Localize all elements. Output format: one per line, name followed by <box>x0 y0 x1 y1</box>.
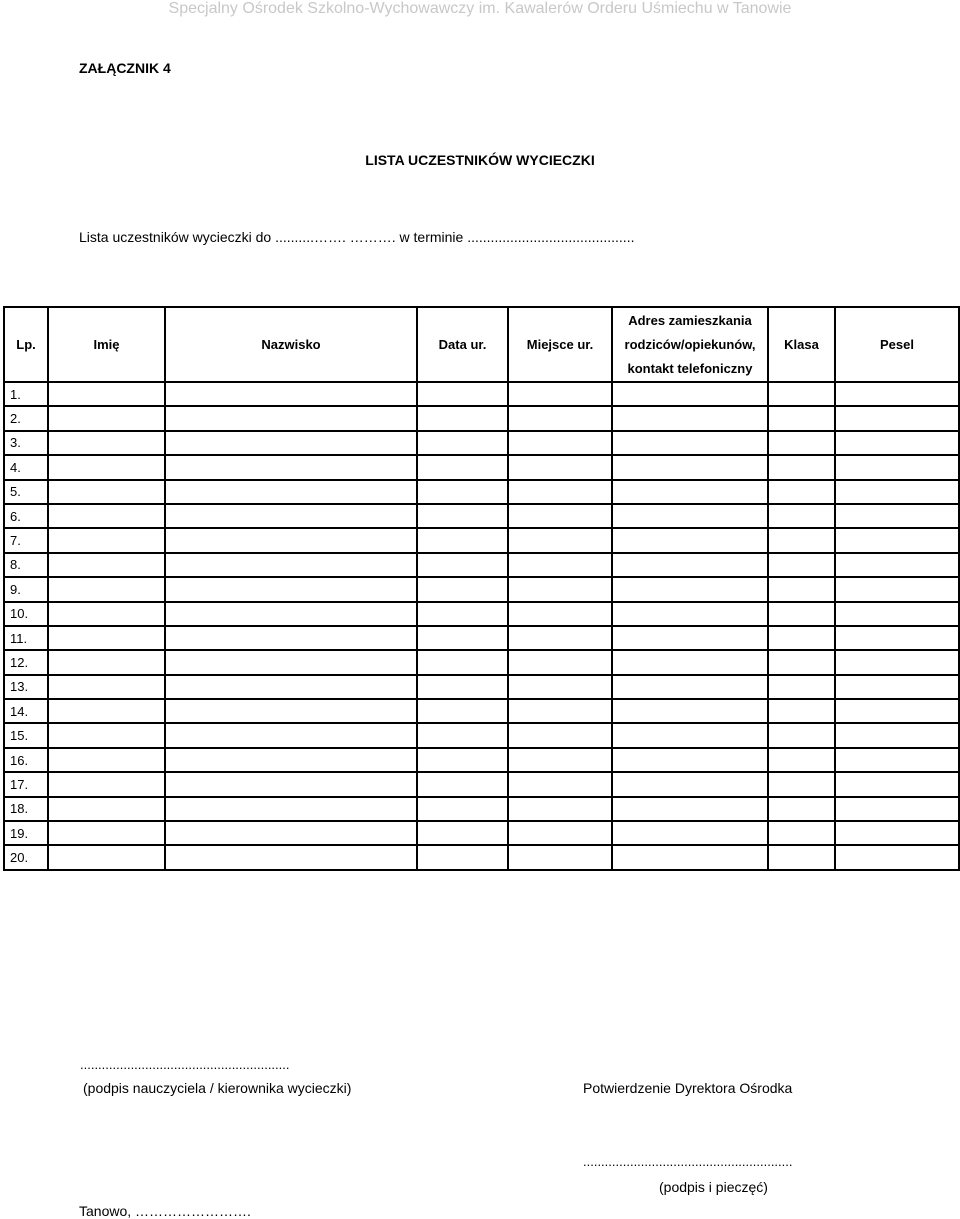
col-header-pesel: Pesel <box>835 307 959 382</box>
cell-nazwisko[interactable] <box>165 602 417 626</box>
table-row <box>4 528 959 552</box>
director-signature-caption: (podpis i pieczęć) <box>659 1179 768 1195</box>
cell-data-ur[interactable] <box>417 675 508 699</box>
table-body <box>4 382 959 870</box>
cell-pesel[interactable] <box>835 797 959 821</box>
cell-nazwisko[interactable] <box>165 723 417 747</box>
cell-miejsce-ur[interactable] <box>508 553 612 577</box>
cell-miejsce-ur[interactable] <box>508 723 612 747</box>
cell-pesel[interactable] <box>835 406 959 430</box>
place-date-line: Tanowo, ……………………. <box>79 1203 251 1219</box>
cell-adres[interactable] <box>612 772 768 796</box>
cell-pesel[interactable] <box>835 845 959 869</box>
cell-lp: 12. <box>4 650 48 674</box>
cell-klasa[interactable] <box>768 553 835 577</box>
cell-adres[interactable] <box>612 675 768 699</box>
table-row <box>4 821 959 845</box>
cell-miejsce-ur[interactable] <box>508 480 612 504</box>
cell-klasa[interactable] <box>768 406 835 430</box>
cell-imie[interactable] <box>48 504 165 528</box>
table-row <box>4 431 959 455</box>
participants-table <box>3 306 960 871</box>
cell-miejsce-ur[interactable] <box>508 602 612 626</box>
cell-imie[interactable] <box>48 699 165 723</box>
cell-adres[interactable] <box>612 797 768 821</box>
cell-adres[interactable] <box>612 455 768 479</box>
cell-lp: 8. <box>4 553 48 577</box>
cell-nazwisko[interactable] <box>165 821 417 845</box>
cell-klasa[interactable] <box>768 431 835 455</box>
cell-nazwisko[interactable] <box>165 455 417 479</box>
cell-miejsce-ur[interactable] <box>508 748 612 772</box>
cell-miejsce-ur[interactable] <box>508 675 612 699</box>
cell-nazwisko[interactable] <box>165 577 417 601</box>
cell-adres[interactable] <box>612 553 768 577</box>
cell-lp: 15. <box>4 723 48 747</box>
cell-imie[interactable] <box>48 431 165 455</box>
cell-data-ur[interactable] <box>417 480 508 504</box>
cell-data-ur[interactable] <box>417 528 508 552</box>
col-header-lp: Lp. <box>4 307 48 382</box>
col-header-imie: Imię <box>48 307 165 382</box>
cell-pesel[interactable] <box>835 528 959 552</box>
cell-data-ur[interactable] <box>417 797 508 821</box>
cell-pesel[interactable] <box>835 504 959 528</box>
cell-adres[interactable] <box>612 748 768 772</box>
cell-imie[interactable] <box>48 602 165 626</box>
cell-adres[interactable] <box>612 480 768 504</box>
document-title: LISTA UCZESTNIKÓW WYCIECZKI <box>365 152 595 168</box>
cell-pesel[interactable] <box>835 553 959 577</box>
cell-data-ur[interactable] <box>417 504 508 528</box>
cell-lp: 6. <box>4 504 48 528</box>
cell-pesel[interactable] <box>835 699 959 723</box>
cell-klasa[interactable] <box>768 675 835 699</box>
cell-data-ur[interactable] <box>417 772 508 796</box>
col-header-nazwisko: Nazwisko <box>165 307 417 382</box>
table-header-row <box>4 307 959 382</box>
cell-lp: 17. <box>4 772 48 796</box>
cell-lp: 1. <box>4 382 48 406</box>
cell-imie[interactable] <box>48 553 165 577</box>
table-row <box>4 748 959 772</box>
cell-klasa[interactable] <box>768 577 835 601</box>
cell-klasa[interactable] <box>768 821 835 845</box>
cell-nazwisko[interactable] <box>165 650 417 674</box>
cell-data-ur[interactable] <box>417 602 508 626</box>
cell-imie[interactable] <box>48 821 165 845</box>
table-row <box>4 480 959 504</box>
cell-klasa[interactable] <box>768 455 835 479</box>
cell-data-ur[interactable] <box>417 577 508 601</box>
cell-lp: 16. <box>4 748 48 772</box>
cell-miejsce-ur[interactable] <box>508 382 612 406</box>
cell-lp: 18. <box>4 797 48 821</box>
cell-lp: 7. <box>4 528 48 552</box>
cell-klasa[interactable] <box>768 748 835 772</box>
cell-adres[interactable] <box>612 650 768 674</box>
cell-data-ur[interactable] <box>417 626 508 650</box>
cell-lp: 10. <box>4 602 48 626</box>
cell-data-ur[interactable] <box>417 553 508 577</box>
cell-imie[interactable] <box>48 528 165 552</box>
table-row <box>4 797 959 821</box>
col-header-adres-line1: Adres zamieszkania <box>628 312 752 328</box>
teacher-signature-caption: (podpis nauczyciela / kierownika wycieczki) <box>83 1080 352 1096</box>
col-header-adres-line3: kontakt telefoniczny <box>627 360 753 376</box>
table-row <box>4 602 959 626</box>
cell-data-ur[interactable] <box>417 845 508 869</box>
cell-adres[interactable] <box>612 845 768 869</box>
cell-nazwisko[interactable] <box>165 626 417 650</box>
cell-imie[interactable] <box>48 650 165 674</box>
col-header-adres-line2: rodziców/opiekunów, <box>624 336 756 352</box>
cell-pesel[interactable] <box>835 602 959 626</box>
cell-lp: 19. <box>4 821 48 845</box>
cell-imie[interactable] <box>48 577 165 601</box>
cell-pesel[interactable] <box>835 650 959 674</box>
cell-nazwisko[interactable] <box>165 797 417 821</box>
cell-adres[interactable] <box>612 699 768 723</box>
table-row <box>4 382 959 406</box>
cell-nazwisko[interactable] <box>165 382 417 406</box>
table-row <box>4 504 959 528</box>
cell-data-ur[interactable] <box>417 748 508 772</box>
cell-miejsce-ur[interactable] <box>508 577 612 601</box>
cell-pesel[interactable] <box>835 480 959 504</box>
cell-lp: 3. <box>4 431 48 455</box>
cell-klasa[interactable] <box>768 480 835 504</box>
cell-nazwisko[interactable] <box>165 748 417 772</box>
cell-miejsce-ur[interactable] <box>508 797 612 821</box>
cell-imie[interactable] <box>48 480 165 504</box>
cell-pesel[interactable] <box>835 772 959 796</box>
cell-klasa[interactable] <box>768 650 835 674</box>
cell-adres[interactable] <box>612 723 768 747</box>
cell-pesel[interactable] <box>835 675 959 699</box>
school-header: Specjalny Ośrodek Szkolno-Wychowawczy im. Kawalerów Orderu Uśmiechu w Tanowie <box>168 0 792 17</box>
cell-nazwisko[interactable] <box>165 553 417 577</box>
cell-lp: 4. <box>4 455 48 479</box>
cell-miejsce-ur[interactable] <box>508 650 612 674</box>
cell-lp: 14. <box>4 699 48 723</box>
cell-lp: 9. <box>4 577 48 601</box>
cell-klasa[interactable] <box>768 699 835 723</box>
cell-nazwisko[interactable] <box>165 504 417 528</box>
cell-miejsce-ur[interactable] <box>508 455 612 479</box>
cell-klasa[interactable] <box>768 382 835 406</box>
table-row <box>4 723 959 747</box>
cell-data-ur[interactable] <box>417 650 508 674</box>
cell-pesel[interactable] <box>835 577 959 601</box>
table-row <box>4 675 959 699</box>
cell-lp: 5. <box>4 480 48 504</box>
cell-adres[interactable] <box>612 528 768 552</box>
director-confirmation-label: Potwierdzenie Dyrektora Ośrodka <box>583 1080 793 1096</box>
cell-imie[interactable] <box>48 772 165 796</box>
cell-imie[interactable] <box>48 675 165 699</box>
cell-adres[interactable] <box>612 431 768 455</box>
table-row <box>4 455 959 479</box>
cell-lp: 20. <box>4 845 48 869</box>
cell-nazwisko[interactable] <box>165 772 417 796</box>
table-row <box>4 553 959 577</box>
cell-klasa[interactable] <box>768 626 835 650</box>
cell-pesel[interactable] <box>835 723 959 747</box>
col-header-adres <box>612 307 768 382</box>
cell-nazwisko[interactable] <box>165 528 417 552</box>
cell-nazwisko[interactable] <box>165 699 417 723</box>
cell-miejsce-ur[interactable] <box>508 821 612 845</box>
cell-klasa[interactable] <box>768 504 835 528</box>
cell-nazwisko[interactable] <box>165 431 417 455</box>
cell-adres[interactable] <box>612 626 768 650</box>
cell-imie[interactable] <box>48 626 165 650</box>
cell-imie[interactable] <box>48 723 165 747</box>
cell-lp: 11. <box>4 626 48 650</box>
cell-nazwisko[interactable] <box>165 406 417 430</box>
cell-miejsce-ur[interactable] <box>508 406 612 430</box>
table-row <box>4 845 959 869</box>
cell-miejsce-ur[interactable] <box>508 431 612 455</box>
cell-miejsce-ur[interactable] <box>508 699 612 723</box>
table-row <box>4 577 959 601</box>
cell-klasa[interactable] <box>768 723 835 747</box>
cell-pesel[interactable] <box>835 455 959 479</box>
cell-klasa[interactable] <box>768 528 835 552</box>
cell-pesel[interactable] <box>835 821 959 845</box>
cell-klasa[interactable] <box>768 845 835 869</box>
cell-miejsce-ur[interactable] <box>508 626 612 650</box>
cell-lp: 13. <box>4 675 48 699</box>
cell-imie[interactable] <box>48 406 165 430</box>
table-row <box>4 650 959 674</box>
cell-lp: 2. <box>4 406 48 430</box>
cell-pesel[interactable] <box>835 382 959 406</box>
cell-klasa[interactable] <box>768 797 835 821</box>
cell-data-ur[interactable] <box>417 455 508 479</box>
col-header-miejsce-ur: Miejsce ur. <box>508 307 612 382</box>
cell-data-ur[interactable] <box>417 431 508 455</box>
cell-adres[interactable] <box>612 821 768 845</box>
cell-miejsce-ur[interactable] <box>508 845 612 869</box>
cell-imie[interactable] <box>48 748 165 772</box>
cell-adres[interactable] <box>612 504 768 528</box>
cell-nazwisko[interactable] <box>165 675 417 699</box>
cell-miejsce-ur[interactable] <box>508 528 612 552</box>
director-signature-line: .......................................................... <box>583 1154 793 1169</box>
cell-nazwisko[interactable] <box>165 480 417 504</box>
cell-data-ur[interactable] <box>417 699 508 723</box>
cell-pesel[interactable] <box>835 431 959 455</box>
cell-adres[interactable] <box>612 406 768 430</box>
cell-pesel[interactable] <box>835 626 959 650</box>
cell-nazwisko[interactable] <box>165 845 417 869</box>
cell-klasa[interactable] <box>768 602 835 626</box>
cell-data-ur[interactable] <box>417 821 508 845</box>
cell-data-ur[interactable] <box>417 406 508 430</box>
cell-data-ur[interactable] <box>417 723 508 747</box>
table-row <box>4 626 959 650</box>
table-row <box>4 406 959 430</box>
cell-imie[interactable] <box>48 455 165 479</box>
cell-adres[interactable] <box>612 577 768 601</box>
col-header-data-ur: Data ur. <box>417 307 508 382</box>
teacher-signature-line: .......................................................... <box>80 1057 290 1072</box>
intro-line: Lista uczestników wycieczki do ..........……. ………. w terminie ........................................... <box>79 229 635 245</box>
annex-label: ZAŁĄCZNIK 4 <box>79 60 171 76</box>
cell-pesel[interactable] <box>835 748 959 772</box>
cell-adres[interactable] <box>612 382 768 406</box>
table-row <box>4 699 959 723</box>
col-header-klasa: Klasa <box>768 307 835 382</box>
cell-adres[interactable] <box>612 602 768 626</box>
cell-imie[interactable] <box>48 382 165 406</box>
cell-klasa[interactable] <box>768 772 835 796</box>
cell-data-ur[interactable] <box>417 382 508 406</box>
cell-miejsce-ur[interactable] <box>508 504 612 528</box>
table-row <box>4 772 959 796</box>
cell-miejsce-ur[interactable] <box>508 772 612 796</box>
cell-imie[interactable] <box>48 845 165 869</box>
cell-imie[interactable] <box>48 797 165 821</box>
